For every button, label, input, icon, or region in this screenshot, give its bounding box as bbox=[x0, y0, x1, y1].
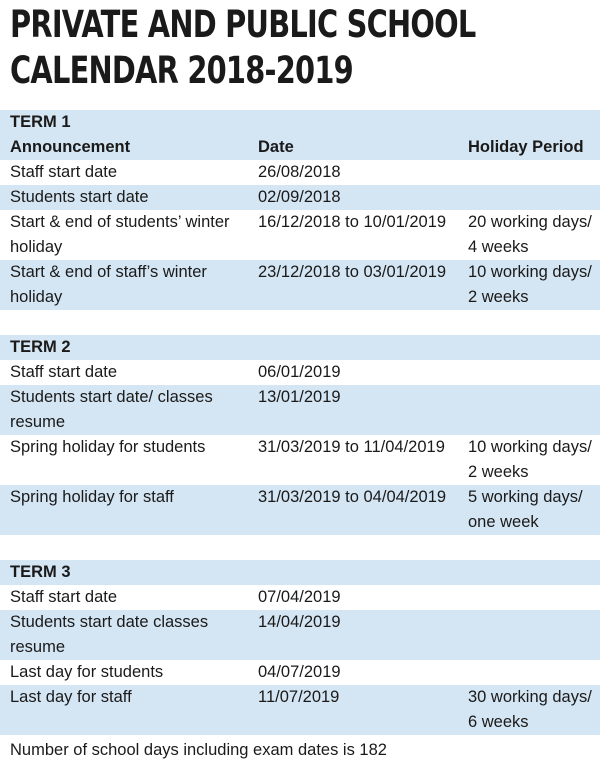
section-spacer bbox=[0, 310, 600, 335]
announcement-cell: Students start date/ classes resume bbox=[10, 388, 213, 431]
date-cell: 23/12/2018 to 03/01/2019 bbox=[258, 263, 447, 281]
table-row bbox=[0, 260, 600, 310]
title-line-2: CALENDAR 2018-2019 bbox=[10, 49, 353, 92]
table-row bbox=[0, 185, 600, 210]
section-spacer bbox=[0, 535, 600, 560]
announcement-cell: Staff start date bbox=[10, 163, 118, 181]
date-cell: 02/09/2018 bbox=[258, 188, 341, 206]
table-row bbox=[0, 685, 600, 735]
announcement-cell: Spring holiday for staff bbox=[10, 488, 174, 506]
table-row bbox=[0, 210, 600, 260]
title-line-1: PRIVATE AND PUBLIC SCHOOL bbox=[10, 3, 476, 46]
table-row bbox=[0, 385, 600, 435]
date-cell: 07/04/2019 bbox=[258, 588, 341, 606]
announcement-cell: Staff start date bbox=[10, 588, 118, 606]
page-title bbox=[10, 2, 476, 94]
announcement-cell: Spring holiday for students bbox=[10, 438, 206, 456]
column-header-announcement: Announcement bbox=[10, 138, 131, 156]
table-row bbox=[0, 360, 600, 385]
holiday-cell: 20 working days/ 4 weeks bbox=[468, 213, 592, 256]
date-cell: 26/08/2018 bbox=[258, 163, 341, 181]
holiday-cell: 10 working days/ 2 weeks bbox=[468, 263, 592, 306]
term-1-label: TERM 1 bbox=[10, 113, 71, 131]
table-row bbox=[0, 160, 600, 185]
holiday-cell: 30 working days/ 6 weeks bbox=[468, 688, 592, 731]
date-cell: 13/01/2019 bbox=[258, 388, 341, 406]
date-cell: 06/01/2019 bbox=[258, 363, 341, 381]
column-header-holiday: Holiday Period bbox=[468, 138, 584, 156]
term-2-label: TERM 2 bbox=[10, 338, 71, 356]
column-header-row bbox=[0, 135, 600, 160]
holiday-cell: 10 working days/ 2 weeks bbox=[468, 438, 592, 481]
calendar-table bbox=[0, 110, 600, 735]
school-days-note: Number of school days including exam dates is 182 bbox=[10, 741, 387, 759]
holiday-cell: 5 working days/ one week bbox=[468, 488, 583, 531]
date-cell: 14/04/2019 bbox=[258, 613, 341, 631]
table-row bbox=[0, 435, 600, 485]
column-header-date: Date bbox=[258, 138, 294, 156]
table-row bbox=[0, 660, 600, 685]
term-3-header bbox=[0, 560, 600, 585]
date-cell: 16/12/2018 to 10/01/2019 bbox=[258, 213, 447, 231]
table-row bbox=[0, 485, 600, 535]
announcement-cell: Last day for students bbox=[10, 663, 164, 681]
date-cell: 04/07/2019 bbox=[258, 663, 341, 681]
term-3-label: TERM 3 bbox=[10, 563, 71, 581]
announcement-cell: Start & end of students’ winter holiday bbox=[10, 213, 230, 256]
date-cell: 31/03/2019 to 04/04/2019 bbox=[258, 488, 447, 506]
announcement-cell: Staff start date bbox=[10, 363, 118, 381]
announcement-cell: Start & end of staff’s winter holiday bbox=[10, 263, 207, 306]
term-1-header bbox=[0, 110, 600, 135]
date-cell: 31/03/2019 to 11/04/2019 bbox=[258, 438, 445, 456]
table-row bbox=[0, 585, 600, 610]
date-cell: 11/07/2019 bbox=[258, 688, 340, 706]
announcement-cell: Students start date classes resume bbox=[10, 613, 209, 656]
announcement-cell: Last day for staff bbox=[10, 688, 132, 706]
term-2-header bbox=[0, 335, 600, 360]
announcement-cell: Students start date bbox=[10, 188, 149, 206]
table-row bbox=[0, 610, 600, 660]
